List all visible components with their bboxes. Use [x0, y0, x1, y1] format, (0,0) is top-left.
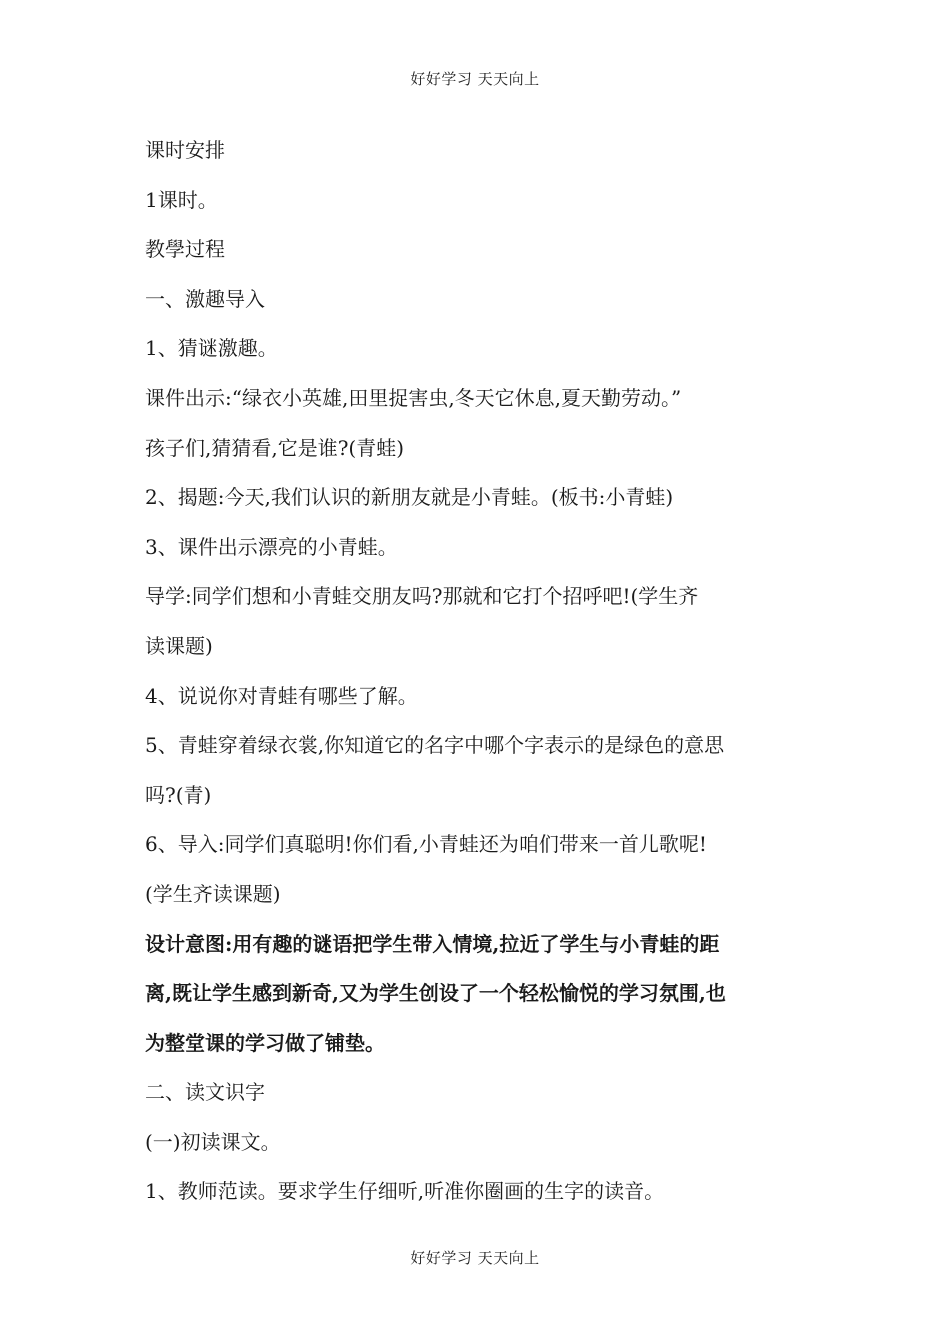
design-intent-paragraph: 离,既让学生感到新奇,又为学生创设了一个轻松愉悦的学习氛围,也: [145, 981, 726, 1006]
paragraph: 课件出示:“绿衣小英雄,田里捉害虫,冬天它休息,夏天勤劳动。”: [145, 385, 682, 410]
section-heading-schedule: 课时安排: [145, 138, 225, 162]
label-daoxue: 导学: [145, 584, 185, 609]
paragraph: 孩子们,猜猜看,它是谁?(青蛙): [145, 435, 405, 460]
label-design-intent: 设计意图: [145, 931, 225, 956]
paragraph: 5、青蛙穿着绿衣裳,你知道它的名字中哪个字表示的是绿色的意思: [145, 733, 725, 758]
paragraph: 1、教师范读。要求学生仔细听,听准你圈画的生字的读音。: [145, 1179, 665, 1204]
label-daoru: 导入: [177, 832, 218, 857]
paragraph: [145, 820, 813, 870]
paragraph-text: :用有趣的谜语把学生带入情境,拉近了学生与小青蛙的距: [225, 931, 720, 956]
paragraph: 4、说说你对青蛙有哪些了解。: [145, 683, 418, 708]
paragraph-text: :同学们真聪明!你们看,小青蛙还为咱们带来一首儿歌呢!: [217, 832, 707, 857]
paragraph: 读课题): [145, 633, 213, 658]
paragraph: 2、揭题:今天,我们认识的新朋友就是小青蛙。(板书:小青蛙): [145, 485, 674, 510]
subsection-heading-intro: 一、激趣导入: [145, 286, 265, 311]
paragraph: [145, 572, 813, 622]
page-header: 好好学习 天天向上: [410, 70, 540, 88]
design-intent-paragraph: [145, 920, 813, 970]
paragraph-number: 6、: [145, 832, 178, 857]
paragraph: 1、猜谜激趣。: [145, 336, 278, 361]
design-intent-paragraph: 为整堂课的学习做了铺垫。: [145, 1030, 385, 1055]
subsection-heading-reading: 二、读文识字: [145, 1080, 265, 1105]
paragraph: 吗?(青): [145, 782, 212, 807]
section-heading-process: 教學过程: [145, 237, 225, 262]
paragraph: (一)初读课文。: [145, 1129, 281, 1154]
paragraph: (学生齐读课题): [145, 881, 281, 906]
paragraph-text: :同学们想和小青蛙交朋友吗?那就和它打个招呼吧!(学生齐: [185, 584, 699, 609]
document-body: [145, 126, 813, 1217]
paragraph: 1课时。: [145, 187, 218, 212]
paragraph: 3、课件出示漂亮的小青蛙。: [145, 534, 398, 559]
page-footer: 好好学习 天天向上: [410, 1249, 540, 1267]
